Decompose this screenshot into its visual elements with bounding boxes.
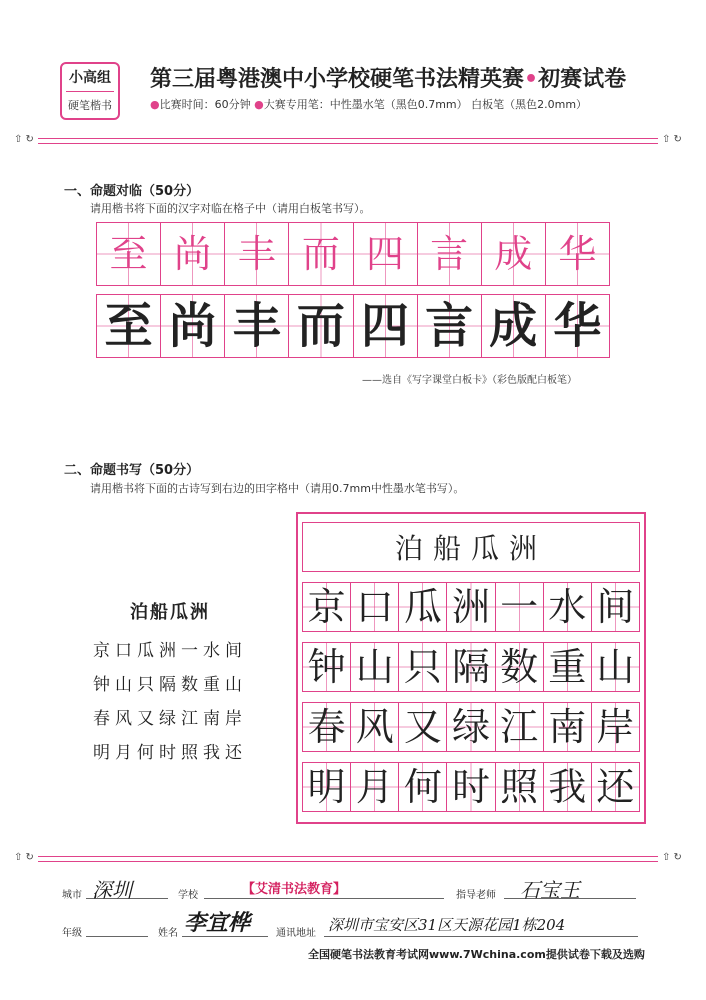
badge-group-label: 小高组 bbox=[69, 70, 111, 86]
poem-grid-cell bbox=[592, 703, 639, 751]
poem-grid-char: 江 bbox=[500, 705, 539, 749]
poem-grid-cell bbox=[544, 703, 592, 751]
poem-reference bbox=[70, 598, 270, 770]
section2-heading: 二、命题书写（50分） bbox=[64, 463, 200, 478]
model-grid-cell bbox=[546, 223, 609, 285]
badge-style-label: 硬笔楷书 bbox=[68, 99, 112, 112]
poem-grid-char: 又 bbox=[403, 705, 442, 749]
grade-line bbox=[86, 936, 148, 937]
written-title: 泊船瓜洲 bbox=[394, 532, 547, 565]
poem-grid-char: 京 bbox=[307, 585, 346, 629]
copy-grid-cell bbox=[225, 295, 289, 357]
model-grid-char: 华 bbox=[558, 232, 597, 276]
city-label: 城市 bbox=[62, 890, 82, 901]
copy-grid-char: 至 bbox=[104, 298, 153, 354]
section2-instruction: 请用楷书将下面的古诗写到右边的田字格中（请用0.7mm中性墨水笔书写）。 bbox=[90, 482, 465, 495]
copy-character-grid bbox=[96, 294, 610, 358]
bullet-icon: ● bbox=[254, 98, 264, 111]
poem-grid-char: 间 bbox=[596, 585, 635, 629]
model-grid-char: 尚 bbox=[173, 232, 212, 276]
poem-grid-char: 隔 bbox=[451, 645, 490, 689]
poem-grid-char: 水 bbox=[548, 585, 587, 629]
copy-grid-char: 四 bbox=[361, 298, 410, 354]
poem-grid-char: 只 bbox=[403, 645, 442, 689]
copy-grid-char: 言 bbox=[425, 298, 474, 354]
footer-note: 全国硬笔书法教育考试网www.7Wchina.com提供试卷下载及选购 bbox=[308, 948, 645, 961]
address-label: 通讯地址 bbox=[276, 928, 316, 939]
poem-grid-char: 月 bbox=[355, 765, 394, 809]
poem-grid-cell bbox=[351, 583, 399, 631]
poem-grid-char: 钟 bbox=[307, 645, 346, 689]
poem-grid-cell bbox=[447, 763, 495, 811]
title-separator: • bbox=[524, 67, 539, 92]
poem-grid-char: 明 bbox=[307, 765, 346, 809]
school-label: 学校 bbox=[178, 890, 198, 901]
model-grid-cell bbox=[482, 223, 546, 285]
name-field[interactable]: 李宜桦 bbox=[184, 910, 251, 936]
band-mark-right: ⇧ ↻ bbox=[662, 134, 682, 145]
model-grid-cell bbox=[418, 223, 482, 285]
model-grid-char: 四 bbox=[366, 232, 405, 276]
model-grid-char: 成 bbox=[494, 232, 533, 276]
poem-grid-char: 瓜 bbox=[403, 585, 442, 629]
poem-grid-cell bbox=[592, 763, 639, 811]
copy-grid-char: 尚 bbox=[168, 298, 217, 354]
poem-grid-cell bbox=[303, 583, 351, 631]
model-grid-char: 而 bbox=[301, 232, 340, 276]
poem-grid-cell bbox=[592, 643, 639, 691]
poem-grid-char: 春 bbox=[307, 705, 346, 749]
copy-grid-char: 华 bbox=[553, 298, 602, 354]
poem-grid-char: 山 bbox=[596, 645, 635, 689]
poem-grid-char: 时 bbox=[451, 765, 490, 809]
poem-grid-cell bbox=[496, 763, 544, 811]
band-mark-left: ⇧ ↻ bbox=[14, 852, 34, 863]
poem-grid-char: 南 bbox=[548, 705, 587, 749]
poem-line: 明月何时照我还 bbox=[93, 743, 247, 763]
poem-grid-char: 我 bbox=[548, 765, 587, 809]
exam-info bbox=[150, 96, 587, 112]
poem-grid-char: 一 bbox=[500, 585, 539, 629]
poem-grid-cell bbox=[447, 643, 495, 691]
copy-grid-cell bbox=[161, 295, 225, 357]
poem-grid-cell bbox=[544, 583, 592, 631]
poem-grid-cell bbox=[399, 703, 447, 751]
title-main: 第三届粤港澳中小学校硬笔书法精英赛 bbox=[150, 67, 525, 92]
poem-grid-cell bbox=[544, 643, 592, 691]
copy-grid-cell bbox=[354, 295, 418, 357]
poem-line: 春风又绿江南岸 bbox=[93, 709, 247, 729]
poem-grid-char: 何 bbox=[403, 765, 442, 809]
copy-grid-cell bbox=[546, 295, 609, 357]
copy-grid-char: 成 bbox=[489, 298, 538, 354]
copy-grid-cell bbox=[418, 295, 482, 357]
model-grid-cell bbox=[225, 223, 289, 285]
top-divider-band bbox=[38, 138, 658, 144]
model-grid-cell bbox=[97, 223, 161, 285]
poem-grid-cell bbox=[544, 763, 592, 811]
poem-grid-cell bbox=[351, 703, 399, 751]
poem-title: 泊船瓜洲 bbox=[130, 602, 210, 623]
poem-grid-cell bbox=[303, 643, 351, 691]
grade-label: 年级 bbox=[62, 928, 82, 939]
model-grid-cell bbox=[161, 223, 225, 285]
model-grid-char: 至 bbox=[109, 232, 148, 276]
bottom-divider-band bbox=[38, 856, 658, 862]
exam-time: 比赛时间：60分钟 bbox=[159, 98, 251, 111]
teacher-label: 指导老师 bbox=[456, 890, 496, 901]
poem-line: 钟山只隔数重山 bbox=[93, 675, 247, 695]
source-note: ——选自《写字课堂白板卡》（彩色版配白板笔） bbox=[362, 375, 577, 386]
model-grid-char: 丰 bbox=[237, 232, 276, 276]
poem-grid-row bbox=[302, 762, 640, 812]
copy-grid-char: 丰 bbox=[232, 298, 281, 354]
model-character-grid bbox=[96, 222, 610, 286]
copy-grid-char: 而 bbox=[296, 298, 345, 354]
section1-instruction: 请用楷书将下面的汉字对临在格子中（请用白板笔书写）。 bbox=[90, 202, 371, 215]
poem-grid-char: 洲 bbox=[451, 585, 490, 629]
poem-grid-char: 风 bbox=[355, 705, 394, 749]
model-grid-cell bbox=[289, 223, 353, 285]
model-grid-cell bbox=[354, 223, 418, 285]
poem-grid-cell bbox=[496, 703, 544, 751]
city-field[interactable]: 深圳 bbox=[92, 878, 132, 902]
address-line bbox=[324, 936, 638, 937]
poem-grid-char: 数 bbox=[500, 645, 539, 689]
poem-grid-cell bbox=[447, 583, 495, 631]
poem-grid-row bbox=[302, 702, 640, 752]
written-title-box bbox=[302, 522, 640, 572]
school-field[interactable]: 【艾清书法教育】 bbox=[242, 882, 347, 897]
bullet-icon: ● bbox=[150, 98, 160, 111]
poem-grid-char: 绿 bbox=[451, 705, 490, 749]
band-mark-left: ⇧ ↻ bbox=[14, 134, 34, 145]
poem-grid-cell bbox=[351, 763, 399, 811]
poem-line: 京口瓜洲一水间 bbox=[93, 641, 247, 661]
title-tail: 初赛试卷 bbox=[538, 67, 627, 92]
poem-grid-cell bbox=[447, 703, 495, 751]
poem-grid-cell bbox=[399, 583, 447, 631]
page-title bbox=[150, 62, 626, 93]
school-line bbox=[204, 898, 444, 899]
poem-grid-row bbox=[302, 642, 640, 692]
poem-grid-char: 重 bbox=[548, 645, 587, 689]
model-grid-char: 言 bbox=[430, 232, 469, 276]
exam-pen: 大赛专用笔：中性墨水笔（黑色0.7mm） 白板笔（黑色2.0mm） bbox=[263, 98, 588, 111]
poem-grid-char: 照 bbox=[500, 765, 539, 809]
poem-grid-char: 岸 bbox=[596, 705, 635, 749]
copy-grid-cell bbox=[482, 295, 546, 357]
copy-grid-cell bbox=[289, 295, 353, 357]
poem-grid-char: 还 bbox=[596, 765, 635, 809]
poem-grid-cell bbox=[399, 643, 447, 691]
copy-grid-cell bbox=[97, 295, 161, 357]
poem-grid-char: 口 bbox=[355, 585, 394, 629]
poem-grid-cell bbox=[496, 643, 544, 691]
poem-grid-cell bbox=[496, 583, 544, 631]
poem-grid-cell bbox=[592, 583, 639, 631]
poem-grid-cell bbox=[351, 643, 399, 691]
group-badge bbox=[60, 62, 120, 120]
poem-grid-cell bbox=[303, 703, 351, 751]
poem-grid-char: 山 bbox=[355, 645, 394, 689]
poem-grid-cell bbox=[399, 763, 447, 811]
section1-heading: 一、命题对临（50分） bbox=[64, 184, 200, 199]
badge-divider bbox=[66, 91, 114, 92]
poem-grid-row bbox=[302, 582, 640, 632]
band-mark-right: ⇧ ↻ bbox=[662, 852, 682, 863]
address-field[interactable]: 深圳市宝安区31区天源花园1栋204 bbox=[328, 916, 566, 934]
name-label: 姓名 bbox=[158, 928, 178, 939]
poem-grid-cell bbox=[303, 763, 351, 811]
teacher-field[interactable]: 石宝王 bbox=[520, 878, 580, 902]
